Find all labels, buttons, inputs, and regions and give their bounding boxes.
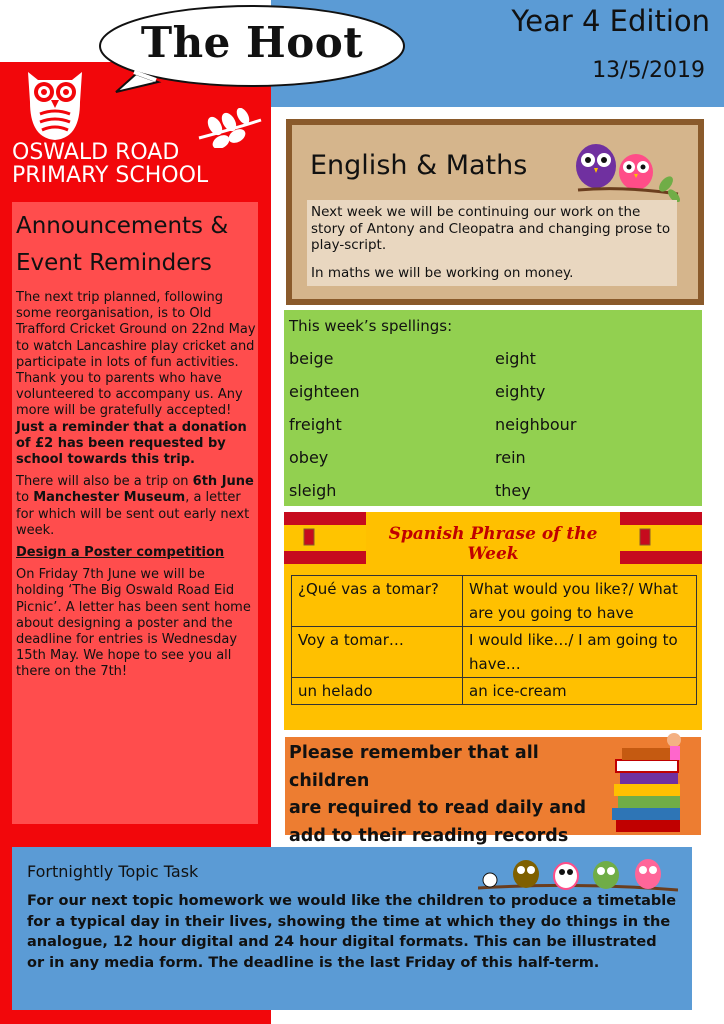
table-row [292, 627, 697, 678]
announcements-panel [12, 202, 258, 824]
announcement-museum: There will also be a trip on 6th June to Manchester Museum, a letter for which will be sent out early next week. [16, 474, 254, 538]
spanish-title: Spanish Phrase of the Week [388, 524, 598, 564]
spelling-word: eight [495, 349, 536, 368]
spelling-word: eighty [495, 382, 546, 401]
newsletter-title: The Hoot [140, 18, 364, 67]
donation-reminder: Just a reminder that a donation of £2 has been requested by school towards this trip. [16, 419, 247, 468]
announcement-picnic: On Friday 7th June we will be holding ‘The Big Oswald Road Eid Picnic’. A letter has been sent home about designing a poster and the deadline for entries is Wednesday 15th May. We hope to see you all there on the 7th! [16, 567, 251, 680]
announcements-title-line2: Event Reminders [16, 250, 212, 276]
spain-flag-icon [284, 512, 366, 564]
school-name [12, 141, 262, 187]
owls-on-branch-icon [478, 852, 678, 894]
spelling-word: obey [289, 448, 329, 467]
spellings-panel [284, 310, 702, 506]
announcements-title-line1: Announcements & [16, 213, 229, 239]
announcements-body [16, 290, 256, 687]
school-name-line2: PRIMARY SCHOOL [12, 163, 209, 188]
english-translation: I would like…/ I am going to have… [463, 627, 697, 678]
owls-icon [574, 138, 682, 202]
spanish-phrase: un helado [292, 678, 463, 705]
reading-reminder-text: Please remember that all children are required to read daily and add to their reading records [289, 743, 587, 846]
spelling-word: beige [289, 349, 334, 368]
spanish-phrase-table [291, 575, 697, 705]
spain-flag-icon [620, 512, 702, 564]
announcement-trip: The next trip planned, following some reorganisation, is to Old Trafford Cricket Ground on 22nd May to watch Lancashire play cricket and participate in lots of fun activities. Thank you to parents who have volunteered to accompany us. Any more will be gratefully accepted! Just a reminder that a donation of £2 has been requested by school towards this trip. [16, 290, 256, 468]
owl-logo-icon [20, 62, 90, 142]
table-row [292, 576, 697, 627]
spelling-word: rein [495, 448, 526, 467]
spelling-word: eighteen [289, 382, 360, 401]
topic-task-text: For our next topic homework we would like the children to produce a timetable for a typical day in their lives, showing the time at which they do things in the analogue, 12 hour digital and 24 hour digital formats. This can be illustrated or in any media form. The deadline is the last Friday of this half-term. [27, 893, 677, 971]
book-stack-icon [608, 730, 688, 835]
edition-label: Year 4 Edition [511, 4, 710, 38]
table-row [292, 678, 697, 705]
spanish-phrase: ¿Qué vas a tomar? [292, 576, 463, 627]
spelling-word: freight [289, 415, 342, 434]
maths-text: In maths we will be working on money. [311, 265, 574, 281]
topic-task-title: Fortnightly Topic Task [27, 862, 199, 881]
spellings-title: This week’s spellings: [289, 317, 453, 335]
spelling-word: they [495, 481, 531, 500]
spelling-word: sleigh [289, 481, 337, 500]
announcements-title [16, 208, 256, 282]
spanish-phrase: Voy a tomar… [292, 627, 463, 678]
english-text: Next week we will be continuing our work on the story of Antony and Cleopatra and changing prose to play-script. [311, 204, 671, 253]
english-maths-title: English & Maths [310, 150, 528, 181]
english-translation: What would you like?/ What are you going to have [463, 576, 697, 627]
english-translation: an ice-cream [463, 678, 697, 705]
issue-date: 13/5/2019 [592, 58, 705, 83]
spelling-word: neighbour [495, 415, 577, 434]
school-name-line1: OSWALD ROAD [12, 140, 180, 165]
poster-competition-heading: Design a Poster competition [16, 545, 225, 561]
